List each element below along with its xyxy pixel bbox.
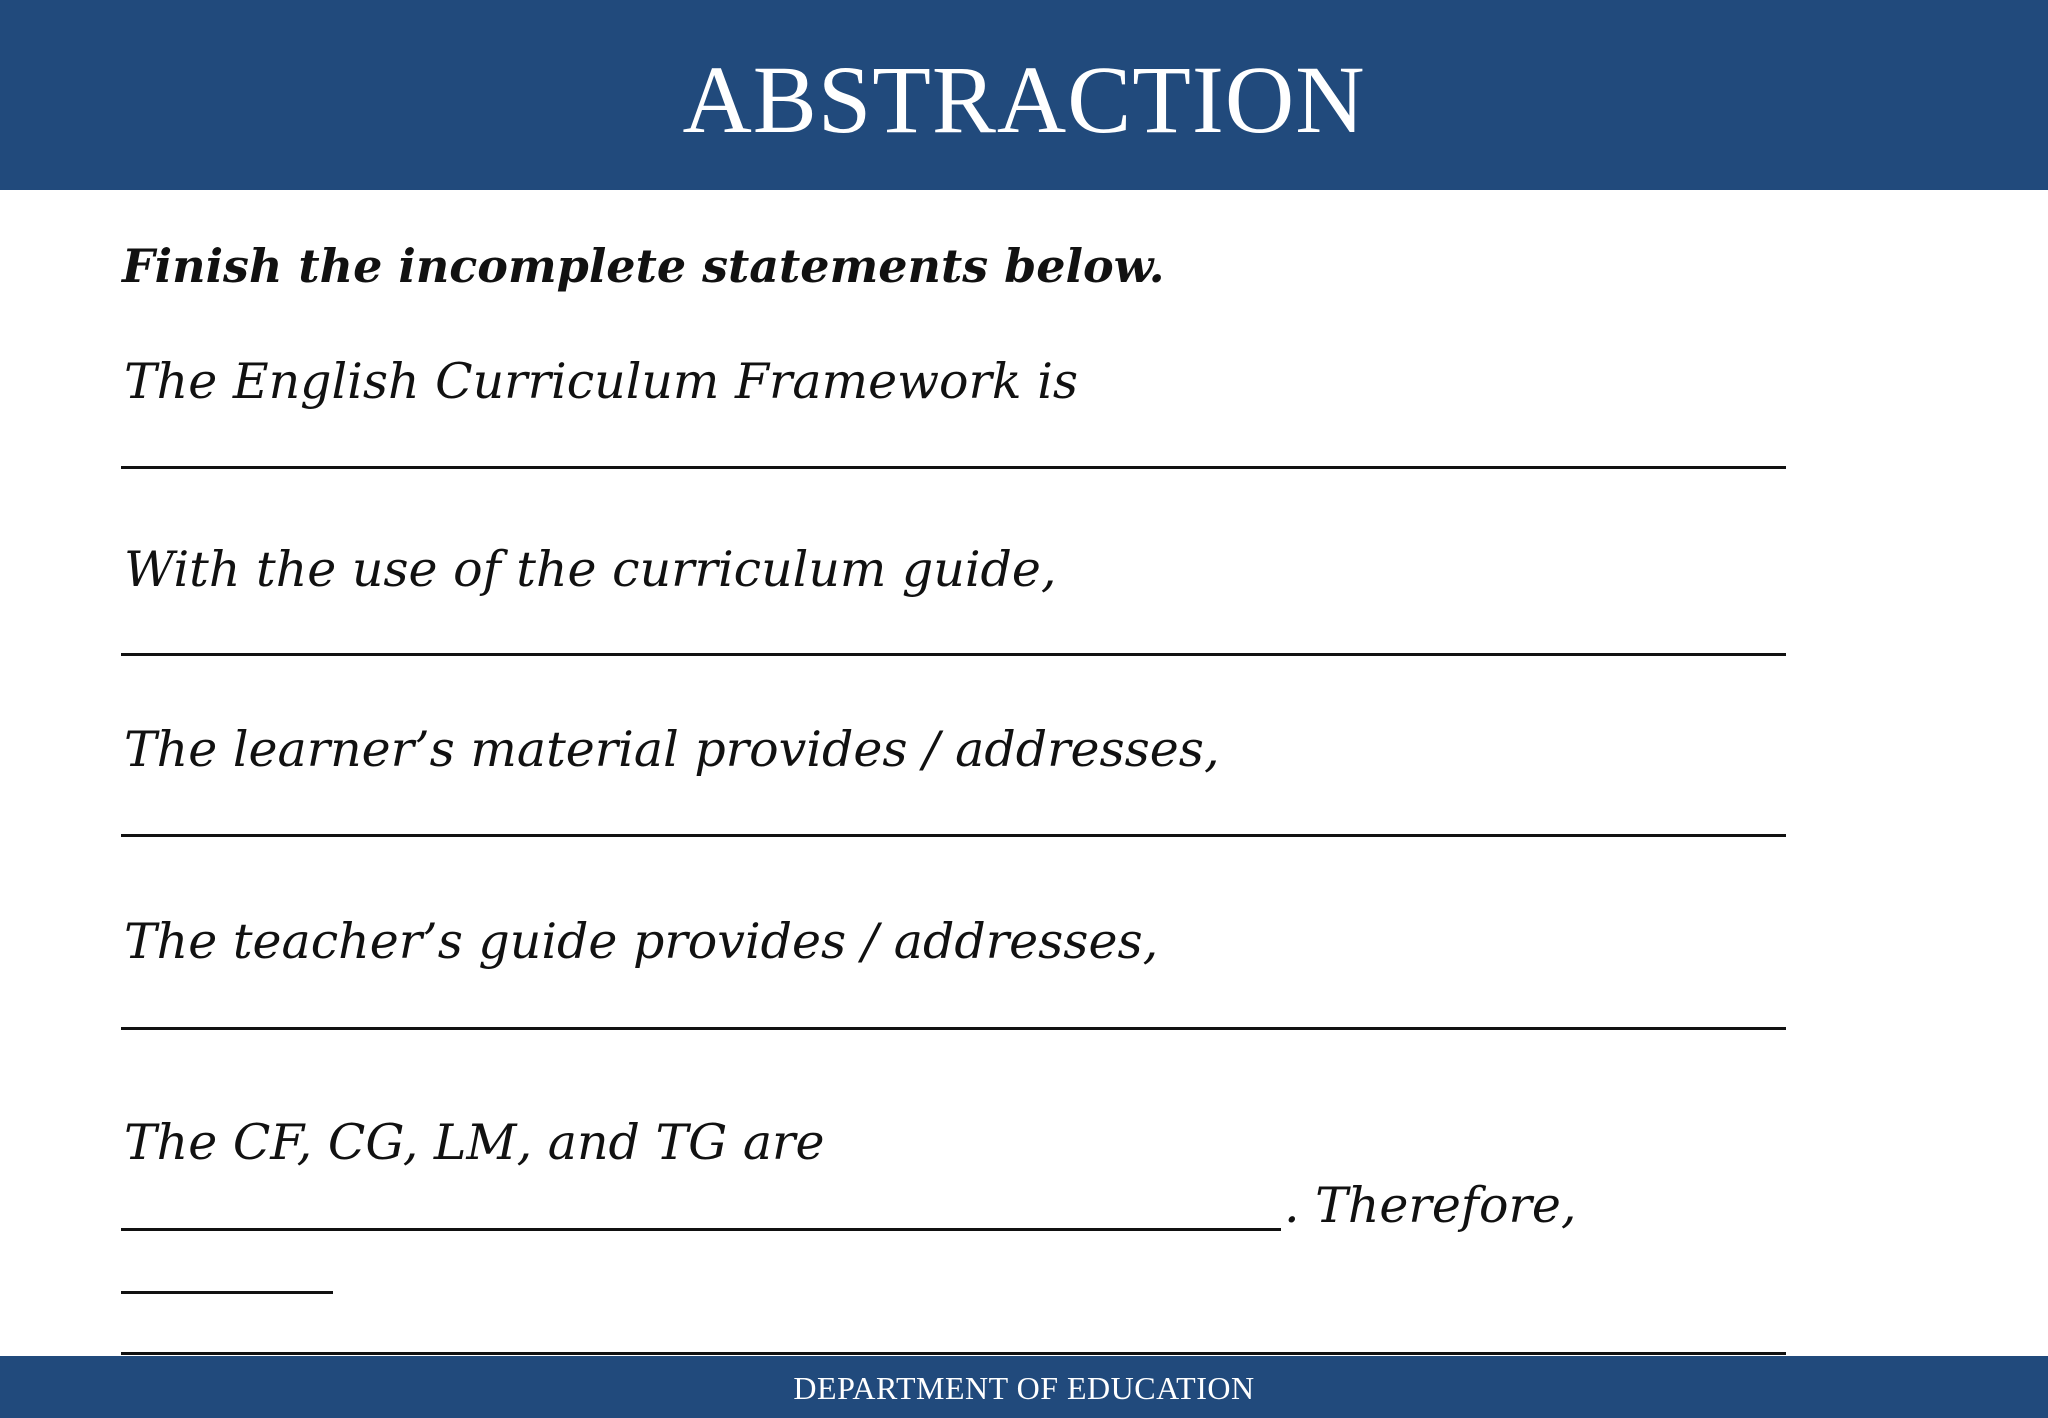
instruction-text: Finish the incomplete statements below.	[122, 239, 1165, 293]
answer-line-1	[121, 466, 1786, 469]
answer-line-5a	[121, 1228, 1281, 1231]
statement-1: The English Curriculum Framework is	[124, 353, 1079, 410]
statement-4: The teacher’s guide provides / addresses,	[124, 913, 1159, 970]
footer-text: DEPARTMENT OF EDUCATION	[793, 1370, 1255, 1406]
slide-title: ABSTRACTION	[682, 46, 1366, 153]
answer-line-3	[121, 834, 1786, 837]
statement-3: The learner’s material provides / addresses,	[124, 721, 1220, 778]
footer-bar	[0, 1356, 2048, 1418]
answer-line-2	[121, 653, 1786, 656]
therefore-text: . Therefore,	[1284, 1177, 1577, 1234]
answer-line-5c	[121, 1352, 1786, 1355]
answer-line-4	[121, 1027, 1786, 1030]
statement-5: The CF, CG, LM, and TG are	[124, 1114, 825, 1171]
title-banner	[0, 0, 2048, 190]
answer-line-5b	[121, 1291, 333, 1294]
statement-2: With the use of the curriculum guide,	[124, 541, 1057, 598]
